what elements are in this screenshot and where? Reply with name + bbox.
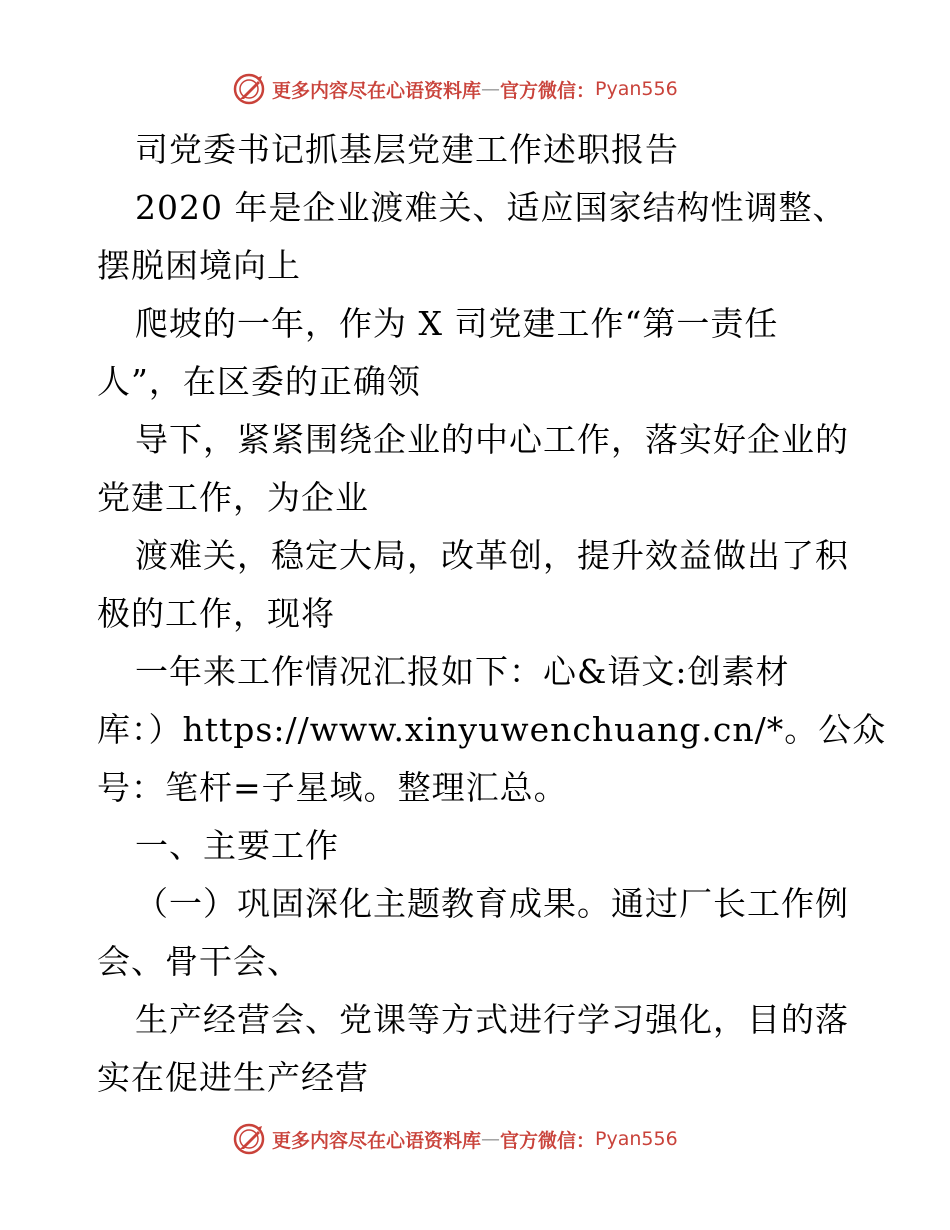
- text-line: 生产经营会、党课等方式进行学习强化，目的落: [135, 1000, 849, 1039]
- quill-logo-icon: [232, 72, 266, 106]
- text-line: 一年来工作情况汇报如下：心&语文:创素材: [135, 652, 790, 691]
- banner-main-text: 更多内容尽在心语资料库: [272, 1129, 482, 1152]
- text-line: 渡难关，稳定大局，改革创，提升效益做出了积: [135, 536, 849, 575]
- quill-logo-icon: [232, 1122, 266, 1156]
- text-line: 会、骨干会、: [97, 942, 301, 981]
- text-line: 一、主要工作: [135, 826, 339, 865]
- text-line: 党建工作，为企业: [97, 478, 369, 517]
- banner-wechat-label: 官方微信：: [500, 1129, 596, 1152]
- text-line: 爬坡的一年，作为 X 司党建工作“第一责任: [135, 304, 779, 343]
- text-line: 摆脱困境向上: [97, 246, 301, 285]
- text-line: 司党委书记抓基层党建工作述职报告: [135, 130, 679, 169]
- text-line: （一）巩固深化主题教育成果。通过厂长工作例: [135, 884, 849, 923]
- header-watermark-banner: [232, 71, 732, 107]
- text-line: 极的工作，现将: [97, 594, 335, 633]
- banner-main-text: 更多内容尽在心语资料库: [272, 79, 482, 102]
- text-line: 库：）https://www.xinyuwenchuang.cn/*。公众: [97, 710, 887, 749]
- banner-wechat-id: Pyan556: [595, 78, 678, 100]
- text-line: 号：笔杆=子星域。整理汇总。: [97, 768, 568, 807]
- document-body: [97, 121, 887, 1107]
- footer-watermark-banner: [232, 1121, 732, 1157]
- text-line: 人”，在区委的正确领: [97, 362, 421, 401]
- banner-wechat-id: Pyan556: [595, 1128, 678, 1150]
- banner-separator: —: [481, 1128, 501, 1150]
- banner-wechat-label: 官方微信：: [500, 79, 596, 102]
- text-line: 实在促进生产经营: [97, 1058, 369, 1097]
- banner-separator: —: [481, 78, 501, 100]
- text-line: 导下，紧紧围绕企业的中心工作，落实好企业的: [135, 420, 849, 459]
- text-line: 2020 年是企业渡难关、适应国家结构性调整、: [135, 188, 847, 227]
